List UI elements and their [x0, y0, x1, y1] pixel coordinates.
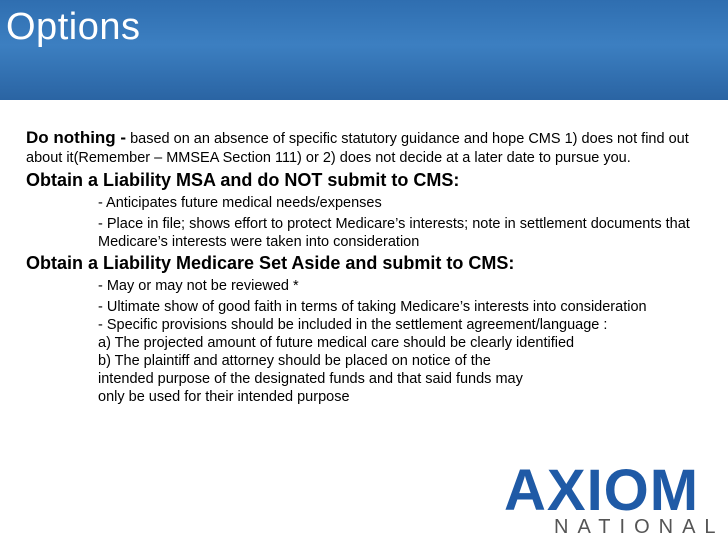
option-msa-submit-heading: Obtain a Liability Medicare Set Aside and submit to CMS:	[26, 253, 515, 273]
option-msa-no-submit-list	[98, 194, 706, 251]
option-msa-no-submit-heading: Obtain a Liability MSA and do NOT submit to CMS:	[26, 170, 460, 190]
option-do-nothing-lead: Do nothing -	[26, 128, 127, 147]
list-item: a) The projected amount of future medical care should be clearly identified	[98, 335, 575, 351]
slide-body	[26, 128, 706, 406]
list-item: - Specific provisions should be included in the settlement agreement/language :	[98, 317, 608, 333]
option-do-nothing	[26, 128, 706, 168]
option-do-nothing-text: based on an absence of specific statutory guidance and hope CMS 1) does not find out about it(Remember – MMSEA Section 111) or 2) does not decide at a later date to pursue you.	[26, 131, 689, 166]
list-item: - Place in file; shows effort to protect Medicare’s interests; note in settlement documents that Medicare’s interests were taken into consideration	[98, 216, 690, 250]
slide-title: Options	[6, 6, 141, 48]
list-item: b) The plaintiff and attorney should be placed on notice of the intended purpose of the designated funds and that said funds may only be used for their intended purpose	[98, 353, 523, 405]
axiom-national-logo	[498, 458, 725, 542]
logo-wordmark: AXIOM	[504, 458, 700, 523]
title-bar	[0, 0, 728, 100]
option-msa-submit-list	[98, 277, 706, 406]
list-item: - Anticipates future medical needs/expenses	[98, 195, 382, 211]
list-item: - Ultimate show of good faith in terms of taking Medicare’s interests into consideration	[98, 299, 647, 315]
list-item: - May or may not be reviewed *	[98, 278, 299, 294]
logo-subtitle: NATIONAL	[554, 516, 725, 538]
